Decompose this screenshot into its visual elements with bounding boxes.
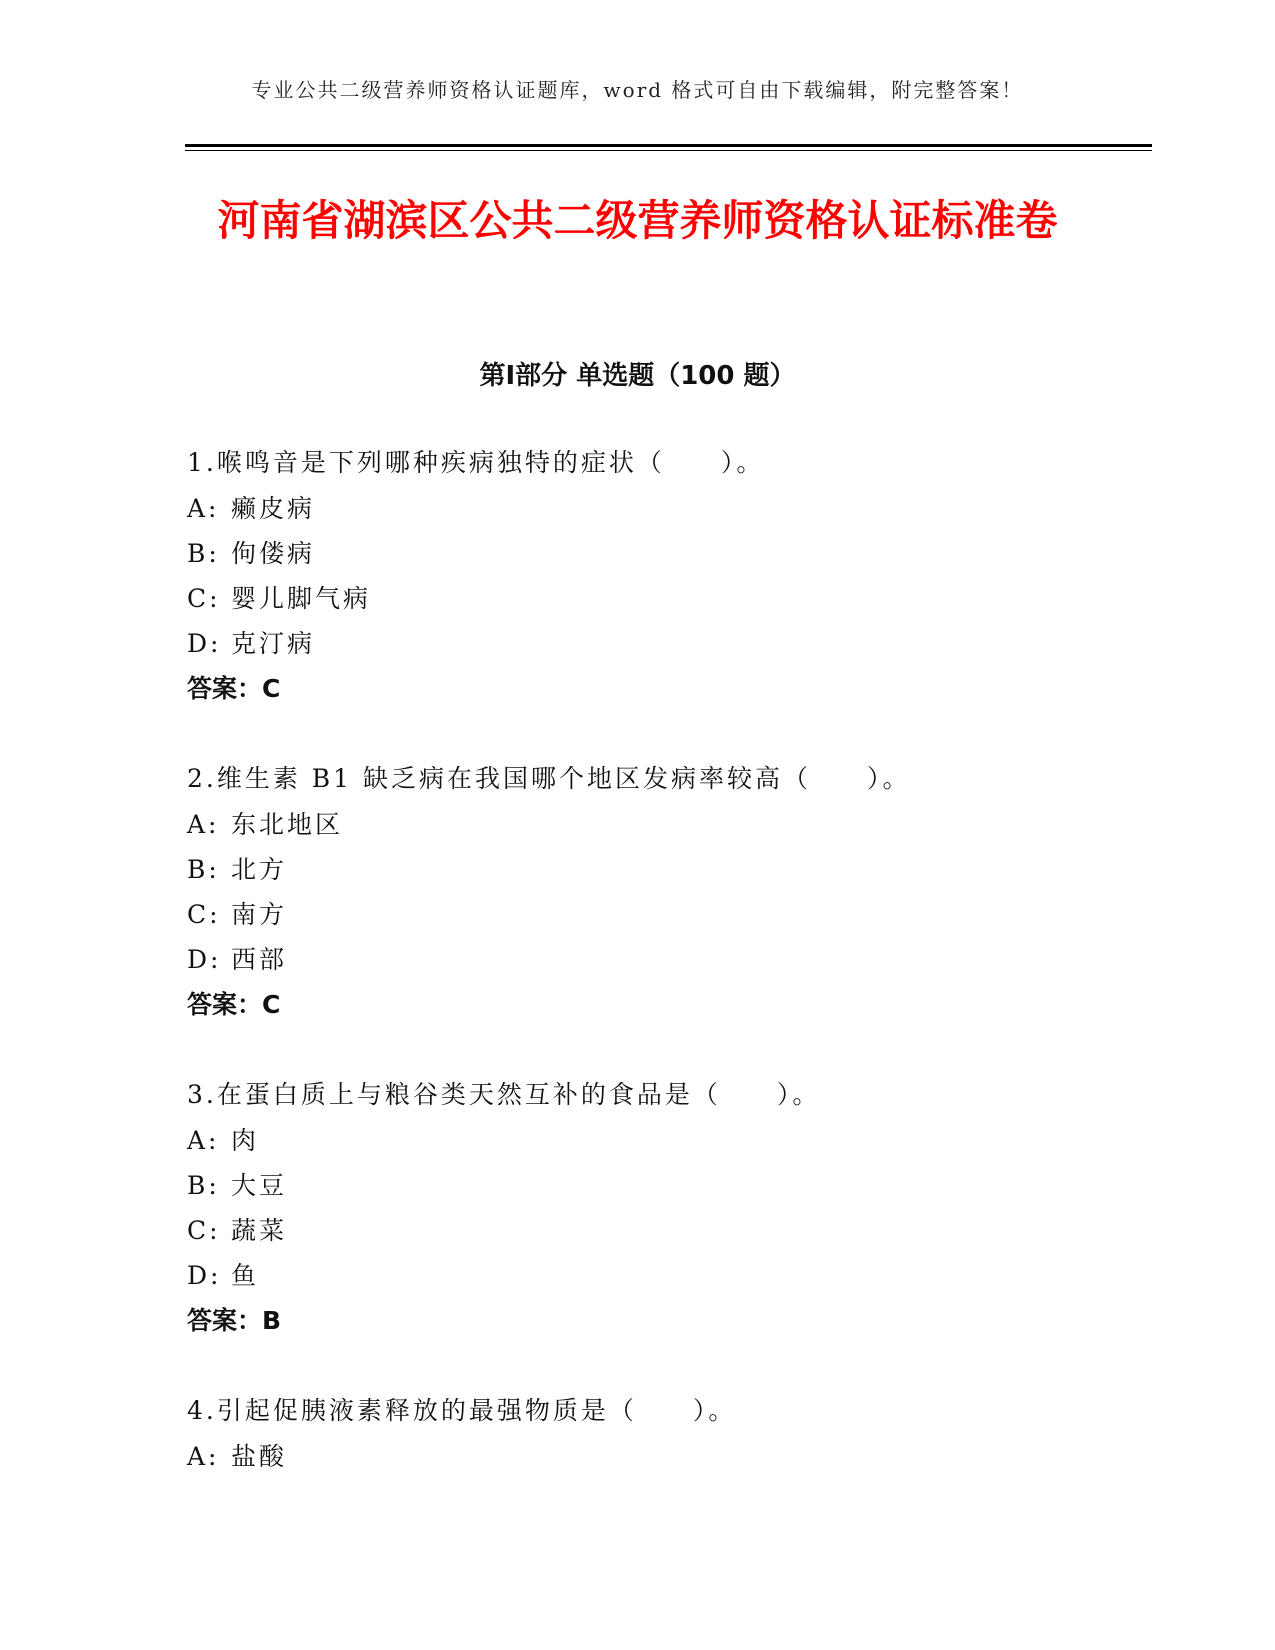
option-text: 佝偻病	[231, 539, 316, 568]
question-stem: 4.引起促胰液素释放的最强物质是（ ）。	[187, 1396, 737, 1425]
option-text: 癞皮病	[231, 494, 316, 523]
option-text: 盐酸	[231, 1442, 288, 1471]
option-c	[187, 1208, 1147, 1253]
option-b	[187, 531, 1147, 576]
option-letter: D:	[187, 1261, 222, 1290]
question-2	[187, 756, 1147, 1028]
option-letter: B:	[187, 855, 220, 884]
option-text: 克汀病	[231, 629, 316, 658]
option-letter: D:	[187, 945, 222, 974]
question-stem: 2.维生素 B1 缺乏病在我国哪个地区发病率较高（ ）。	[187, 764, 911, 793]
option-letter: C:	[187, 1216, 221, 1245]
question-stem: 3.在蛋白质上与粮谷类天然互补的食品是（ ）。	[187, 1080, 821, 1109]
header-rule-thin	[185, 150, 1152, 151]
section-heading: 第Ⅰ部分 单选题（100 题）	[479, 361, 796, 391]
answer-line: 答案：C	[187, 990, 281, 1019]
option-text: 南方	[231, 900, 288, 929]
option-letter: A:	[187, 1442, 220, 1471]
option-b	[187, 1163, 1147, 1208]
option-text: 西部	[231, 945, 288, 974]
option-text: 大豆	[231, 1171, 288, 1200]
option-a	[187, 1118, 1147, 1163]
option-letter: A:	[187, 494, 220, 523]
option-c	[187, 892, 1147, 937]
option-text: 婴儿脚气病	[231, 584, 372, 613]
option-c	[187, 576, 1147, 621]
option-letter: B:	[187, 539, 220, 568]
option-a	[187, 802, 1147, 847]
question-4	[187, 1388, 1147, 1479]
option-d	[187, 1253, 1147, 1298]
option-letter: D:	[187, 629, 222, 658]
option-text: 肉	[231, 1126, 260, 1155]
option-b	[187, 847, 1147, 892]
option-text: 东北地区	[231, 810, 344, 839]
answer-line: 答案：C	[187, 674, 281, 703]
option-letter: A:	[187, 1126, 220, 1155]
option-letter: A:	[187, 810, 220, 839]
option-d	[187, 621, 1147, 666]
option-letter: C:	[187, 584, 221, 613]
question-list	[187, 440, 1147, 1523]
question-3	[187, 1072, 1147, 1344]
option-letter: B:	[187, 1171, 220, 1200]
option-text: 北方	[231, 855, 288, 884]
question-1	[187, 440, 1147, 712]
option-d	[187, 937, 1147, 982]
answer-line: 答案：B	[187, 1306, 282, 1335]
document-title: 河南省湖滨区公共二级营养师资格认证标准卷	[217, 196, 1058, 245]
header-rule-thick	[185, 144, 1152, 147]
question-stem: 1.喉鸣音是下列哪种疾病独特的症状（ ）。	[187, 448, 765, 477]
option-text: 蔬菜	[231, 1216, 288, 1245]
option-a	[187, 486, 1147, 531]
option-letter: C:	[187, 900, 221, 929]
option-text: 鱼	[231, 1261, 260, 1290]
option-a	[187, 1434, 1147, 1479]
header-note: 专业公共二级营养师资格认证题库，word 格式可自由下载编辑，附完整答案！	[251, 78, 1024, 102]
